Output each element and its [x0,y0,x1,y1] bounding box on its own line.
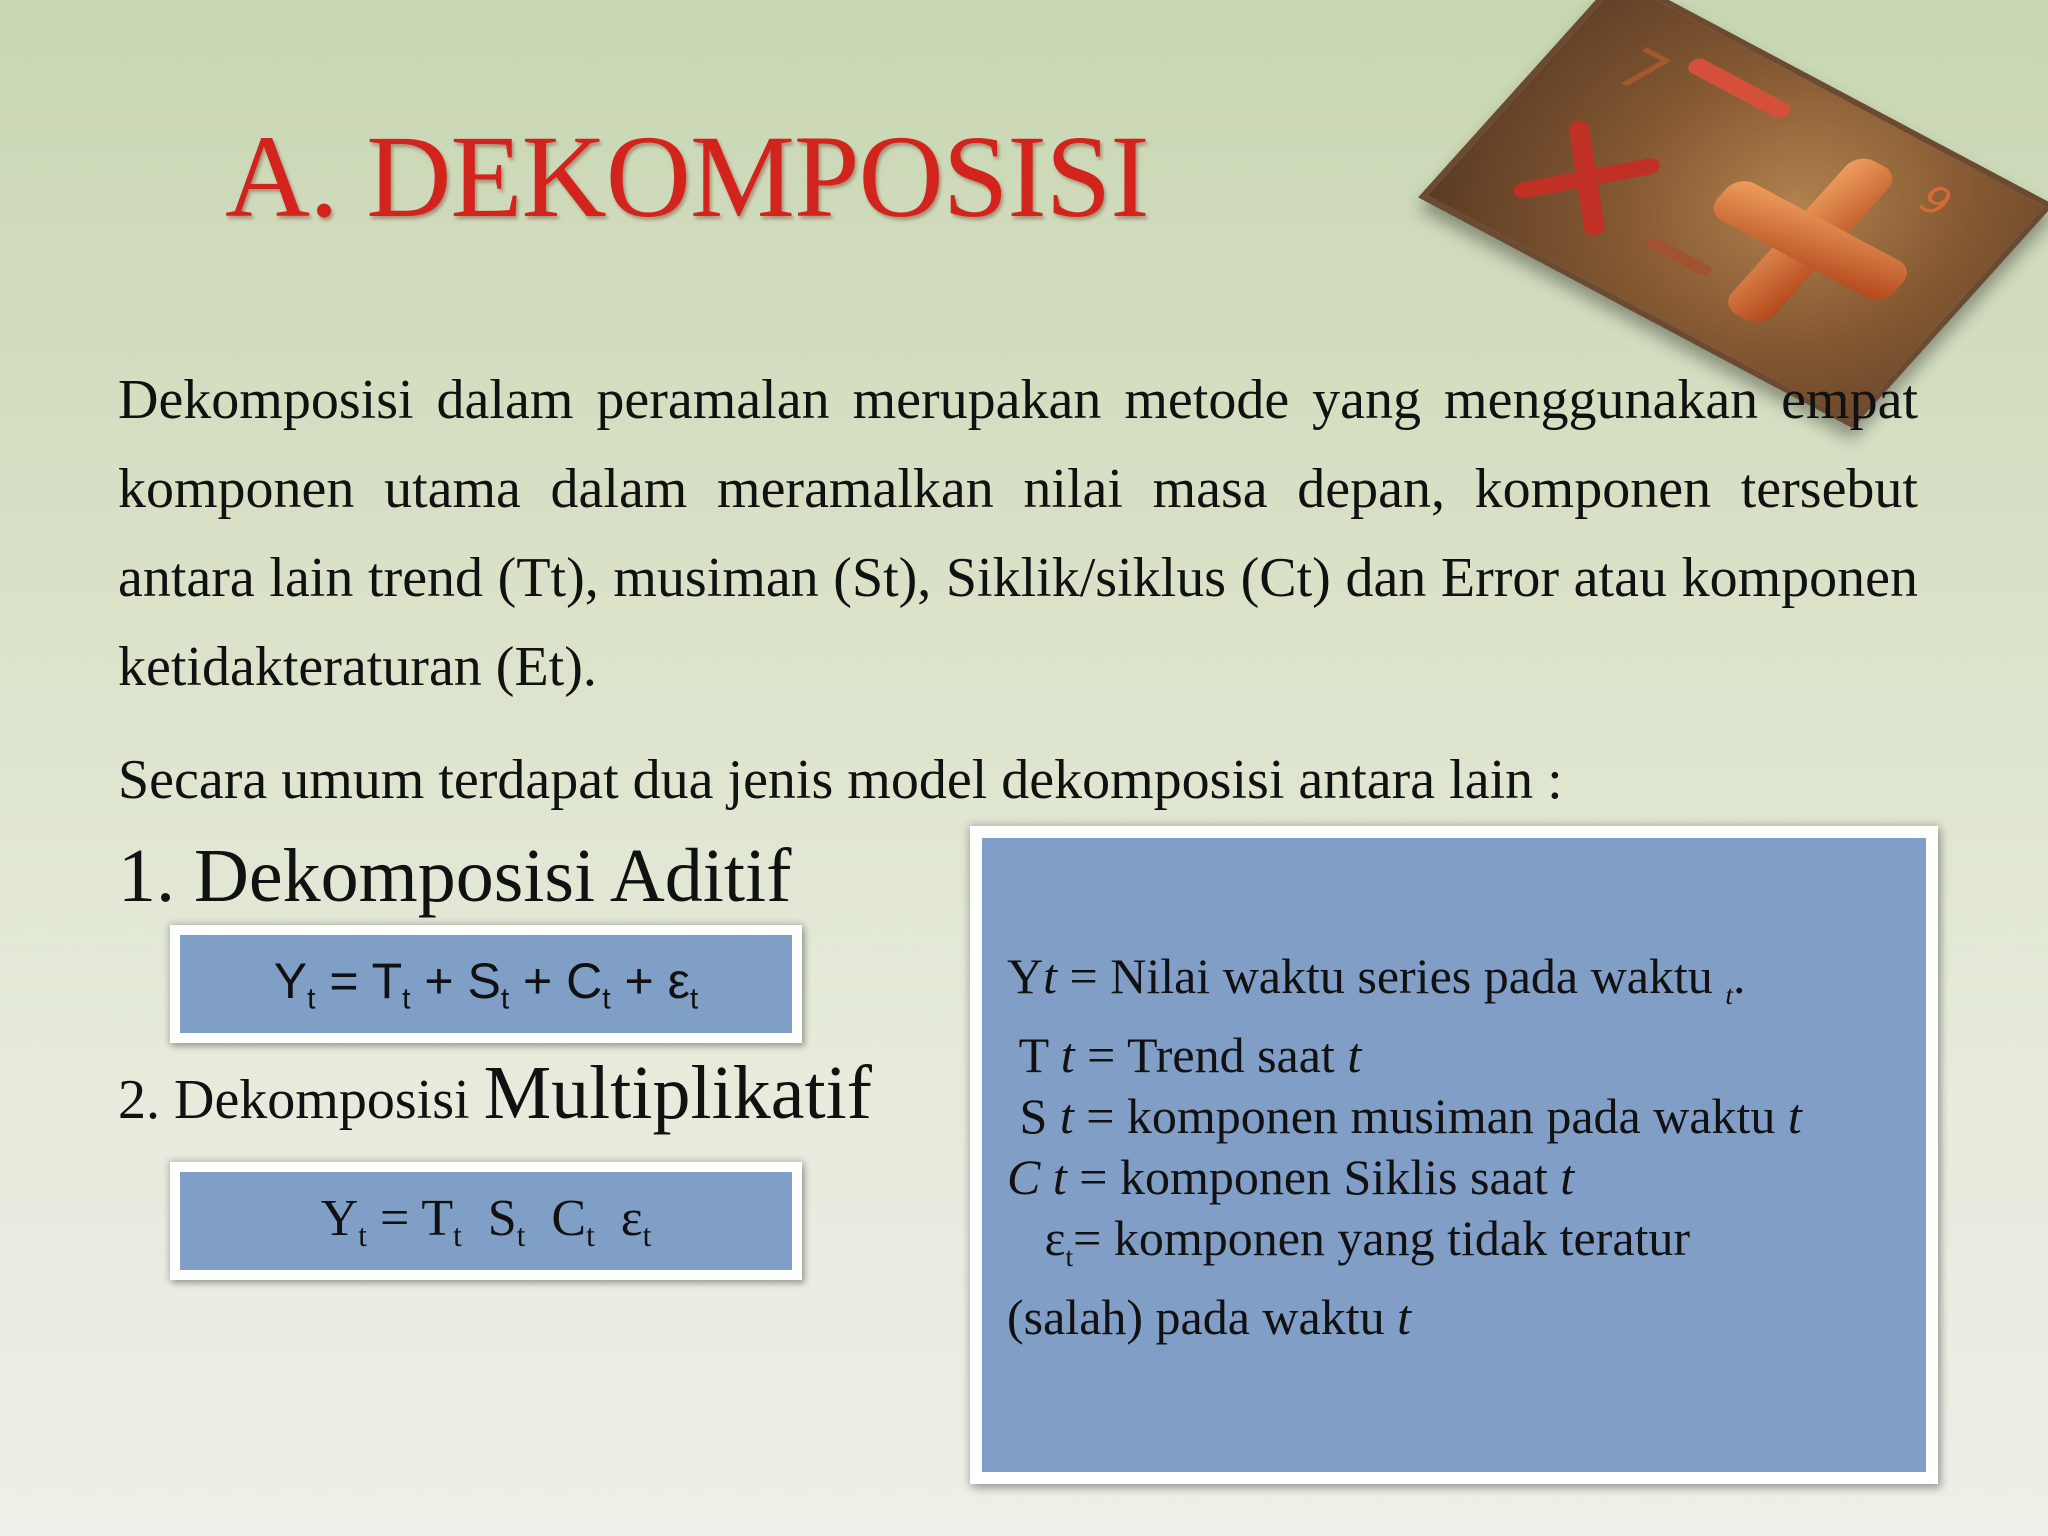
additive-formula: $Y_t = T_t + S_t + C_t + \varepsilon_t$ [273,952,699,1016]
legend-row-yt: Yt = Nilai waktu series pada waktu $_t$. [1007,948,1746,1010]
svg-text:7: 7 [1601,35,1684,108]
legend-row-et-cont: (salah) pada waktu t [1007,1289,1412,1345]
additive-formula-box [170,925,802,1043]
additive-heading: 1. Dekomposisi Aditif [118,834,792,918]
legend-box [970,826,1938,1484]
legend-row-ct: C t = komponen Siklis saat t [1007,1149,1575,1205]
variable-legend [1007,946,1907,1348]
slide-title: A. DEKOMPOSISI [225,111,1149,242]
multiplicative-formula: $Y_t = T_t$ $S_t$ $C_t$ $\varepsilon_t$ [320,1189,652,1253]
model-types-paragraph: Secara umum terdapat dua jenis model dekomposisi antara lain : [118,749,1563,811]
multiplicative-formula-box [170,1162,802,1280]
svg-text:9: 9 [1907,176,1964,225]
legend-row-st: S t = komponen musiman pada waktu t [1007,1088,1802,1144]
multiplicative-heading: 2. Dekomposisi Multiplikatif [118,1051,872,1135]
legend-row-et: $\varepsilon_t=$ komponen yang tidak teratur [1007,1210,1691,1272]
legend-row-tt: T t = Trend saat t [1007,1027,1362,1083]
intro-paragraph: Dekomposisi dalam peramalan merupakan metode yang menggunakan empat komponen utama dalam meramalkan nilai masa depan, komponen tersebut antara lain trend (Tt), musiman (St), Siklik/siklus (Ct) dan Error atau komponen ketidakteraturan (Et). [118,369,1918,698]
